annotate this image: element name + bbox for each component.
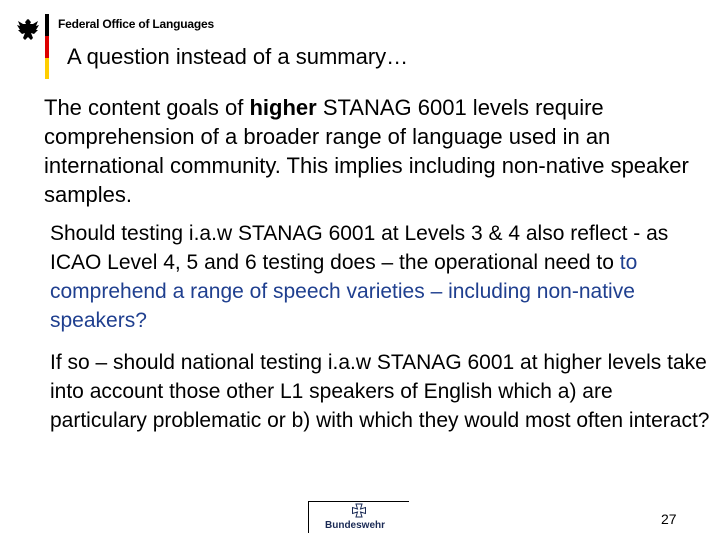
para1-bold-word: higher	[249, 95, 317, 120]
paragraph-national-testing: If so – should national testing i.a.w STANAG 6001 at higher levels take into account those other L1 speakers of English which a) are particulary problematic or b) with which they would most often interact?	[50, 351, 710, 432]
para2-text-start: Should testing i.a.w STANAG 6001 at Levels 3 & 4 also reflect - as ICAO Level 4, 5 and 6 testing does – the operational need to	[50, 222, 669, 274]
para1-text-start: The content goals of	[44, 95, 250, 120]
federal-eagle-icon	[14, 16, 42, 44]
organization-name: Federal Office of Languages	[58, 17, 214, 31]
para2-highlight: to comprehend a range of speech varieties – including non-native speakers	[50, 251, 638, 332]
footer-logo-text: Bundeswehr	[325, 520, 386, 531]
paragraph-content-goals	[44, 93, 704, 209]
flag-stripe-red	[45, 36, 49, 58]
para2-end: ?	[135, 309, 147, 332]
page-number: 27	[661, 511, 677, 527]
bundeswehr-logo	[308, 501, 409, 533]
flag-stripe-gold	[45, 58, 49, 79]
flag-stripe-black	[45, 14, 49, 36]
footer-rule	[308, 501, 409, 502]
paragraph-testing-question	[50, 219, 710, 335]
slide-title: A question instead of a summary…	[67, 44, 409, 69]
para1-text-end: STANAG 6001 levels require comprehension of a broader range of language used in an international community. This implies including non-native speaker samples.	[44, 95, 689, 207]
iron-cross-icon	[351, 503, 367, 519]
footer-rule-vertical	[308, 501, 309, 533]
